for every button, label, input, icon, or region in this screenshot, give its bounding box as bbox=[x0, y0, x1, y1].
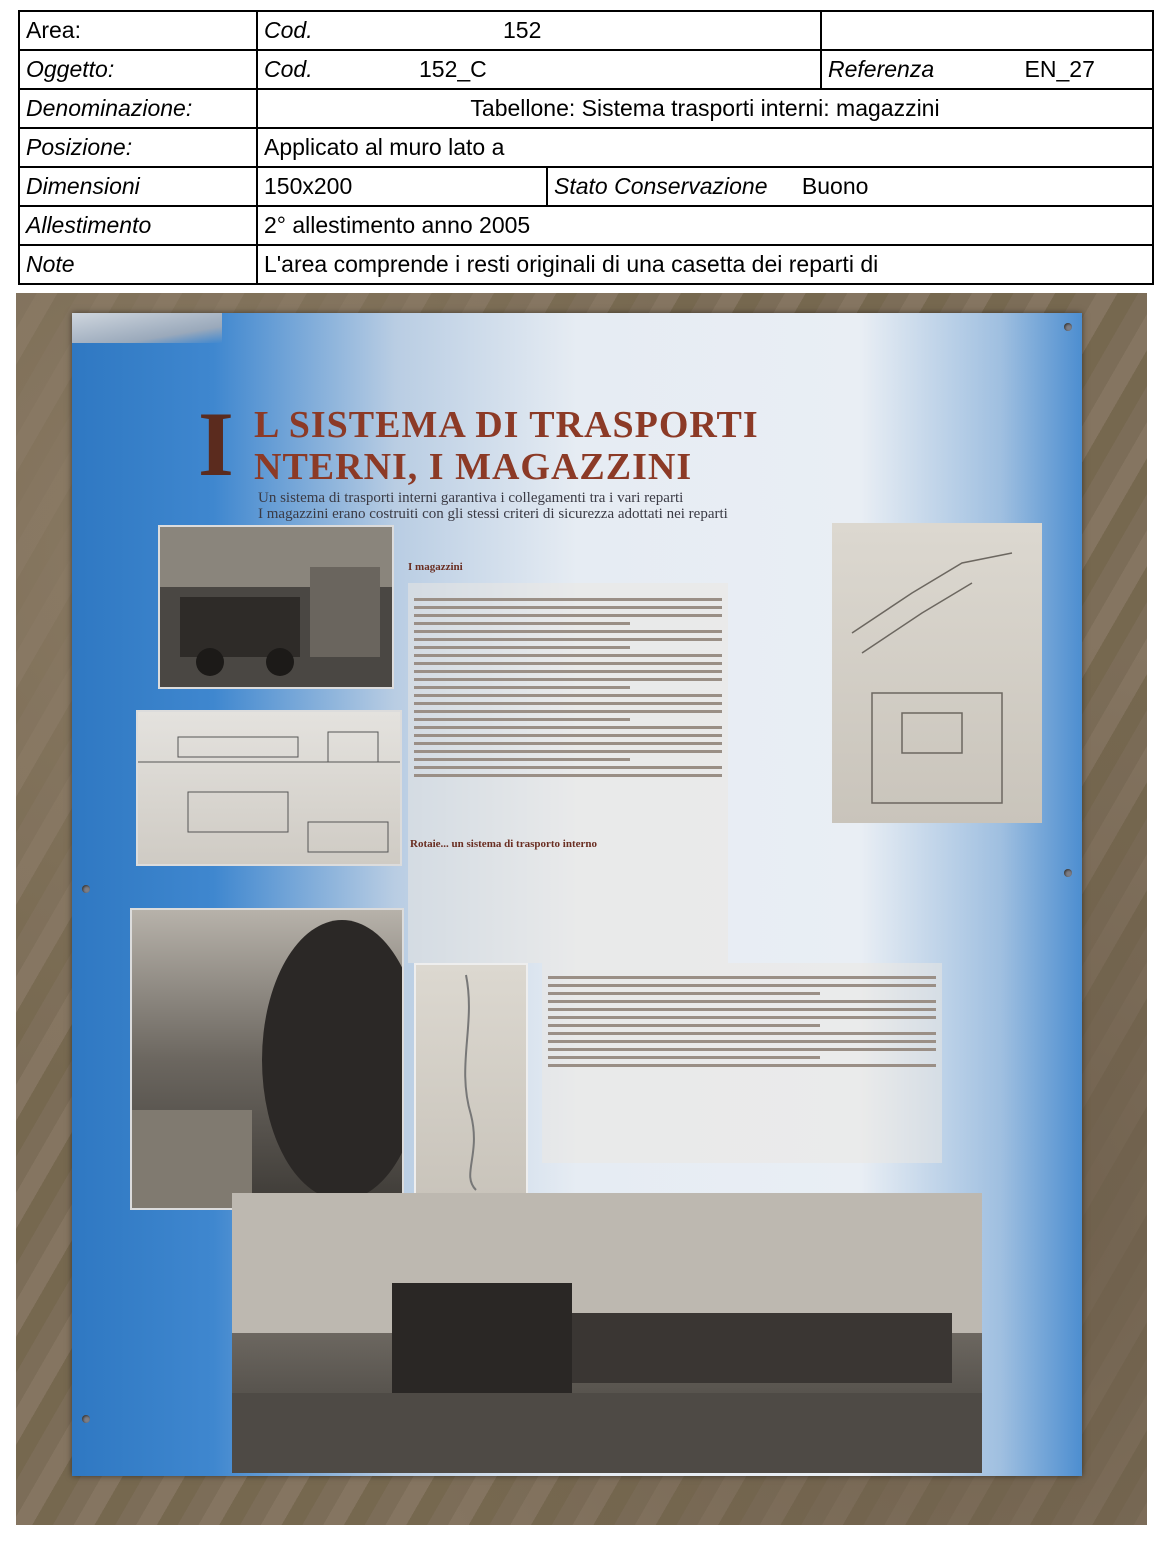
screw-icon bbox=[1064, 323, 1072, 331]
subtitle-line-1: Un sistema di trasporti interni garantiva i collegamenti tra i vari reparti bbox=[258, 490, 684, 506]
train-photo bbox=[232, 1193, 982, 1473]
board-photo bbox=[16, 293, 1147, 1525]
info-board bbox=[72, 313, 1082, 1476]
referenza-label: Referenza bbox=[828, 56, 935, 82]
note-value: L'area comprende i resti originali di una casetta dei reparti di bbox=[257, 245, 1153, 284]
sketch-drawing bbox=[414, 963, 528, 1197]
torn-corner bbox=[72, 313, 222, 343]
text-column-english bbox=[542, 963, 942, 1163]
section-heading-rotaie: Rotaie... un sistema di trasporto interno bbox=[410, 838, 597, 850]
incline-drawing bbox=[416, 965, 526, 1195]
board-subtitle bbox=[258, 490, 898, 522]
dimensioni-label: Dimensioni bbox=[19, 167, 257, 206]
row-note bbox=[19, 245, 1153, 284]
paragraph-lines bbox=[408, 583, 728, 792]
stato-value: Buono bbox=[801, 173, 869, 199]
stato-label: Stato Conservazione bbox=[554, 173, 768, 199]
denominazione-label: Denominazione: bbox=[19, 89, 257, 128]
empty-cell bbox=[821, 11, 1153, 50]
allestimento-label: Allestimento bbox=[19, 206, 257, 245]
cod-cell-1 bbox=[257, 11, 821, 50]
title-line-2: NTERNI, I MAGAZZINI bbox=[254, 446, 693, 488]
truck-photo bbox=[158, 525, 394, 689]
cod-label: Cod. bbox=[264, 56, 313, 82]
site-map bbox=[832, 523, 1042, 823]
title-initial: I bbox=[198, 393, 234, 495]
note-label: Note bbox=[19, 245, 257, 284]
cod-label: Cod. bbox=[264, 17, 313, 43]
dimensioni-value: 150x200 bbox=[257, 167, 547, 206]
cod-value: 152 bbox=[502, 17, 542, 43]
area-label: Area: bbox=[19, 11, 257, 50]
paragraph-lines bbox=[542, 963, 942, 1080]
row-denominazione bbox=[19, 89, 1153, 128]
section-heading-magazzini: I magazzini bbox=[408, 561, 463, 573]
denominazione-value: Tabellone: Sistema trasporti interni: magazzini bbox=[257, 89, 1153, 128]
referenza-cell bbox=[821, 50, 1153, 89]
allestimento-value: 2° allestimento anno 2005 bbox=[257, 206, 1153, 245]
drawing-plan bbox=[136, 710, 402, 866]
row-allestimento bbox=[19, 206, 1153, 245]
board-title bbox=[254, 404, 759, 488]
plan-drawing bbox=[138, 712, 400, 864]
screw-icon bbox=[82, 1415, 90, 1423]
title-line-1: L SISTEMA DI TRASPORTI bbox=[254, 404, 759, 446]
screw-icon bbox=[82, 885, 90, 893]
truck-image bbox=[160, 527, 392, 687]
stato-cell bbox=[547, 167, 1153, 206]
referenza-value: EN_27 bbox=[1024, 56, 1095, 82]
oggetto-label: Oggetto: bbox=[19, 50, 257, 89]
row-oggetto bbox=[19, 50, 1153, 89]
map-drawing bbox=[832, 523, 1042, 823]
record-table bbox=[18, 10, 1154, 285]
posizione-value: Applicato al muro lato a bbox=[257, 128, 1153, 167]
tunnel-photo bbox=[130, 908, 404, 1210]
text-column-magazzini bbox=[408, 561, 728, 963]
cod-value: 152_C bbox=[418, 56, 487, 82]
posizione-label: Posizione: bbox=[19, 128, 257, 167]
tunnel-image bbox=[132, 910, 402, 1208]
train-image bbox=[232, 1193, 982, 1473]
screw-icon bbox=[1064, 869, 1072, 877]
cod-cell-2 bbox=[257, 50, 821, 89]
subtitle-line-2: I magazzini erano costruiti con gli stessi criteri di sicurezza adottati nei reparti bbox=[258, 506, 728, 522]
row-area bbox=[19, 11, 1153, 50]
row-dimensioni bbox=[19, 167, 1153, 206]
row-posizione bbox=[19, 128, 1153, 167]
